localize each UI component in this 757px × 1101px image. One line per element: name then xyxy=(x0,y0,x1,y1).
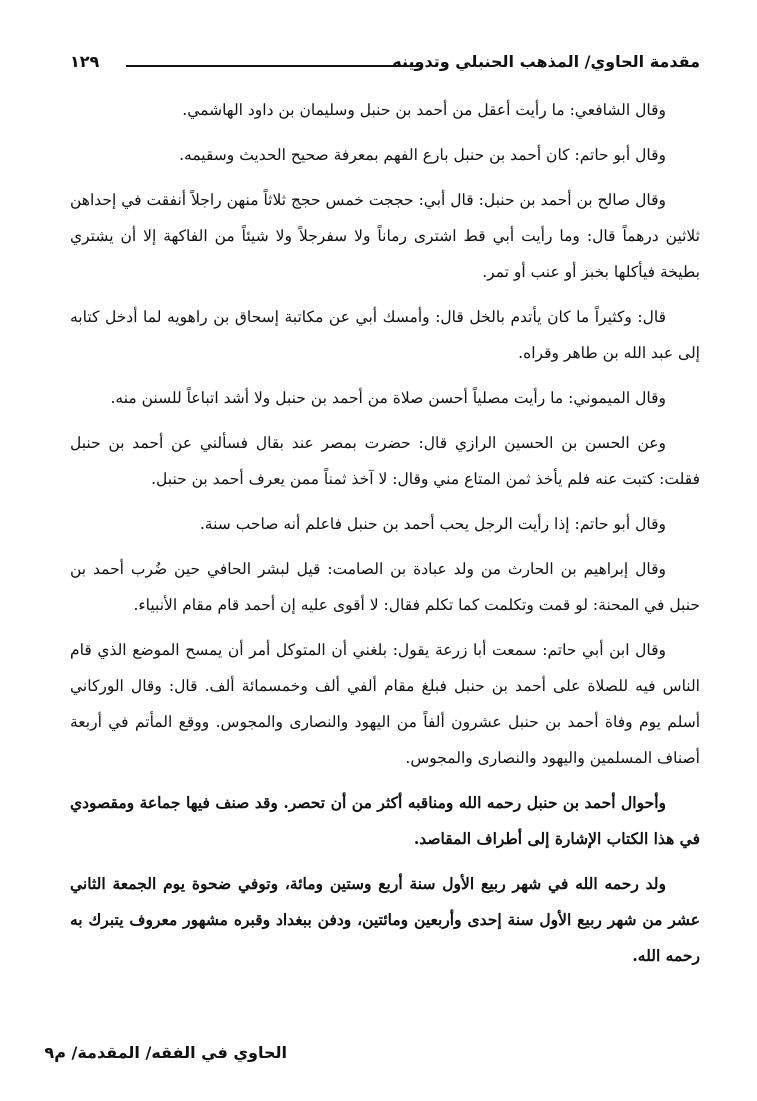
paragraph-birth-death: ولد رحمه الله في شهر ربيع الأول سنة أربع وستين ومائة، وتوفي ضحوة يوم الجمعة الثاني عشر من شهر ربيع الأول سنة إحدى وأربعين ومائتين، ودفن ببغداد وقبره مشهور معروف يتبرك به رحمه الله. xyxy=(70,874,700,965)
paragraph-abu-hatim-2: وقال أبو حاتم: إذا رأيت الرجل يحب أحمد بن حنبل فاعلم أنه صاحب سنة. xyxy=(199,515,666,533)
header-rule xyxy=(126,65,420,67)
paragraph-abu-hatim-1: وقال أبو حاتم: كان أحمد بن حنبل بارع الفهم بمعرفة صحيح الحديث وسقيمه. xyxy=(179,146,666,164)
paragraph-vinegar: قال: وكثيراً ما كان يأتدم بالخل قال: وأمسك أبي عن مكاتبة إسحاق بن راهويه لما أدخل كتابه إلى عبد الله بن طاهر وقراه. xyxy=(70,308,700,362)
page-number: ١٢٩ xyxy=(70,52,100,71)
paragraph-shafii: وقال الشافعي: ما رأيت أعقل من أحمد بن حنبل وسليمان بن داود الهاشمي. xyxy=(182,101,666,119)
paragraph-salih: وقال صالح بن أحمد بن حنبل: قال أبي: حججت خمس حجج ثلاثاً منهن راجلاً أنفقت في إحداهن ثلاثين درهماً قال: وما رأيت أبي قط اشترى رماناً ولا سفرجلاً ولا شيئاً من الفاكهة إلا أن يشتري بطيخة فيأكلها بخبز أو عنب أو تمر. xyxy=(70,191,700,281)
footer-signature: الحاوي في الفقه/ المقدمة/ م٩ xyxy=(44,1043,287,1062)
paragraph-ibn-abi-hatim: وقال ابن أبي حاتم: سمعت أبا زرعة يقول: بلغني أن المتوكل أمر أن يمسح الموضع الذي قام الناس فيه للصلاة على أحمد بن حنبل فبلغ مقام ألفي ألف وخمسمائة ألف. قال: وقال الوركاني أسلم يوم وفاة أحمد بن حنبل عشرون ألفاً من اليهود والنصارى والمجوس. ووقع المأتم في أربعة أصناف المسلمين واليهود والنصارى والمجوس. xyxy=(70,641,700,767)
paragraph-razi: وعن الحسن بن الحسين الرازي قال: حضرت بمصر عند بقال فسألني عن أحمد بن حنبل فقلت: كتبت عنه فلم يأخذ ثمن المتاع مني وقال: لا آخذ ثمناً ممن يعرف أحمد بن حنبل. xyxy=(70,434,700,488)
running-title: مقدمة الحاوي/ المذهب الحنبلي وتدوينه xyxy=(392,52,700,71)
page-header xyxy=(70,48,700,82)
paragraph-maymuni: وقال الميموني: ما رأيت مصلياً أحسن صلاة من أحمد بن حنبل ولا أشد اتباعاً للسنن منه. xyxy=(110,389,666,407)
paragraph-ibrahim: وقال إبراهيم بن الحارث من ولد عبادة بن الصامت: قيل لبشر الحافي حين ضُرب أحمد بن حنبل في المحنة: لو قمت وتكلمت كما تكلم فقال: لا أقوى عليه إن أحمد قام مقام الأنبياء. xyxy=(70,560,700,614)
paragraph-virtues: وأحوال أحمد بن حنبل رحمه الله ومناقبه أكثر من أن تحصر. وقد صنف فيها جماعة ومقصودي في هذا الكتاب الإشارة إلى أطراف المقاصد. xyxy=(70,793,700,848)
body-text xyxy=(70,92,700,983)
